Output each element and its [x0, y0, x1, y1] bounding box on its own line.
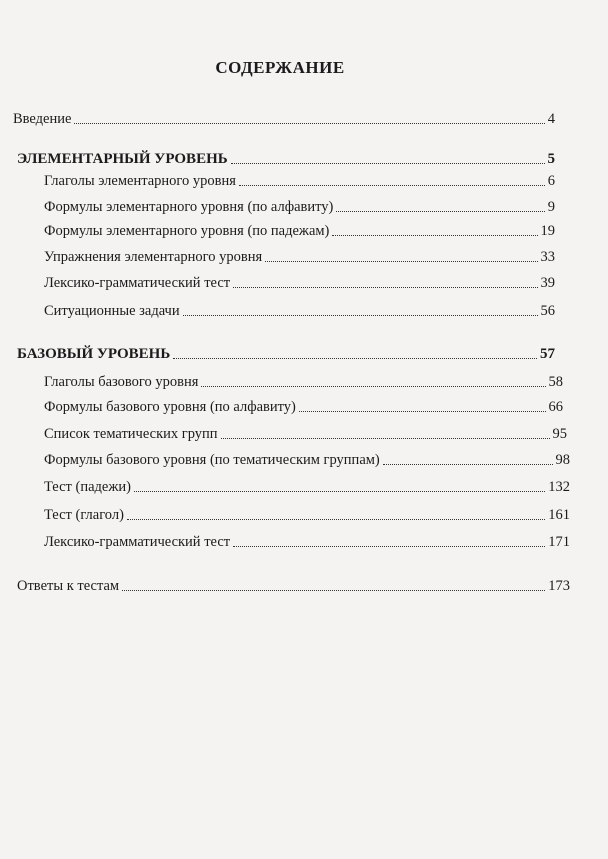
- toc-entry: [44, 222, 555, 240]
- leader-dots: [173, 358, 537, 359]
- toc-entry-page: 58: [548, 374, 563, 390]
- toc-entry: [13, 110, 555, 128]
- leader-dots: [265, 261, 537, 262]
- toc-entry-page: 57: [540, 346, 555, 362]
- toc-entry-label: Ответы к тестам: [17, 578, 120, 594]
- toc-entry-label: Лексико-грамматический тест: [44, 275, 231, 291]
- toc-entry-page: 56: [540, 303, 555, 319]
- toc-entry-page: 98: [555, 452, 570, 468]
- toc-entry: [44, 198, 555, 216]
- toc-entry-label: Список тематических групп: [44, 426, 218, 442]
- toc-section: [17, 150, 555, 168]
- toc-entry-label: Тест (падежи): [44, 479, 131, 495]
- toc-entry-page: 6: [547, 173, 555, 189]
- leader-dots: [122, 590, 545, 591]
- toc-title: СОДЕРЖАНИЕ: [215, 58, 345, 77]
- leader-dots: [134, 491, 545, 492]
- toc-entry: [44, 506, 570, 524]
- toc-entry: [44, 373, 563, 391]
- toc-entry-label: Упражнения элементарного уровня: [44, 249, 263, 265]
- toc-section-label: ЭЛЕМЕНТАРНЫЙ УРОВЕНЬ: [17, 151, 228, 167]
- toc-entry-label: Ситуационные задачи: [44, 303, 180, 319]
- toc-entry-label: Формулы базового уровня (по алфавиту): [44, 399, 296, 415]
- toc-entry: [44, 425, 567, 443]
- toc-entry: [44, 398, 563, 416]
- toc-entry-label: Лексико-грамматический тест: [44, 534, 231, 550]
- toc-entry-label: Глаголы базового уровня: [44, 374, 199, 390]
- leader-dots: [221, 438, 550, 439]
- toc-entry: [44, 478, 570, 496]
- leader-dots: [183, 315, 538, 316]
- toc-entry-page: 171: [548, 534, 570, 550]
- toc-entry-page: 19: [540, 223, 555, 239]
- toc-entry-page: 66: [548, 399, 563, 415]
- toc-entry-page: 132: [548, 479, 570, 495]
- toc-entry: [44, 451, 570, 469]
- leader-dots: [231, 163, 545, 164]
- toc-entry: [44, 172, 555, 190]
- leader-dots: [336, 211, 544, 212]
- toc-entry: [44, 533, 570, 551]
- toc-entry-label: Формулы базового уровня (по тематическим группам): [44, 452, 380, 468]
- toc-entry-label: Формулы элементарного уровня (по падежам): [44, 223, 330, 239]
- leader-dots: [201, 386, 545, 387]
- toc-entry-label: Введение: [13, 111, 72, 127]
- toc-entry-page: 9: [547, 199, 555, 215]
- toc-entry: [44, 302, 555, 320]
- toc-entry-page: 33: [540, 249, 555, 265]
- leader-dots: [383, 464, 553, 465]
- toc-entry-page: 39: [540, 275, 555, 291]
- toc-entry-label: Глаголы элементарного уровня: [44, 173, 236, 189]
- leader-dots: [299, 411, 546, 412]
- leader-dots: [74, 123, 544, 124]
- leader-dots: [127, 519, 545, 520]
- toc-section-label: БАЗОВЫЙ УРОВЕНЬ: [17, 346, 171, 362]
- toc-entry: [44, 274, 555, 292]
- leader-dots: [332, 235, 537, 236]
- leader-dots: [233, 287, 537, 288]
- toc-entry: [17, 577, 570, 595]
- toc-entry-label: Формулы элементарного уровня (по алфавиту): [44, 199, 334, 215]
- leader-dots: [233, 546, 545, 547]
- toc-entry-page: 95: [552, 426, 567, 442]
- leader-dots: [239, 185, 545, 186]
- toc-entry-page: 173: [548, 578, 570, 594]
- toc-entry-page: 4: [547, 111, 555, 127]
- toc-section: [17, 345, 555, 363]
- toc-entry-page: 5: [547, 151, 555, 167]
- toc-entry-page: 161: [548, 507, 570, 523]
- toc-entry: [44, 248, 555, 266]
- toc-entry-label: Тест (глагол): [44, 507, 124, 523]
